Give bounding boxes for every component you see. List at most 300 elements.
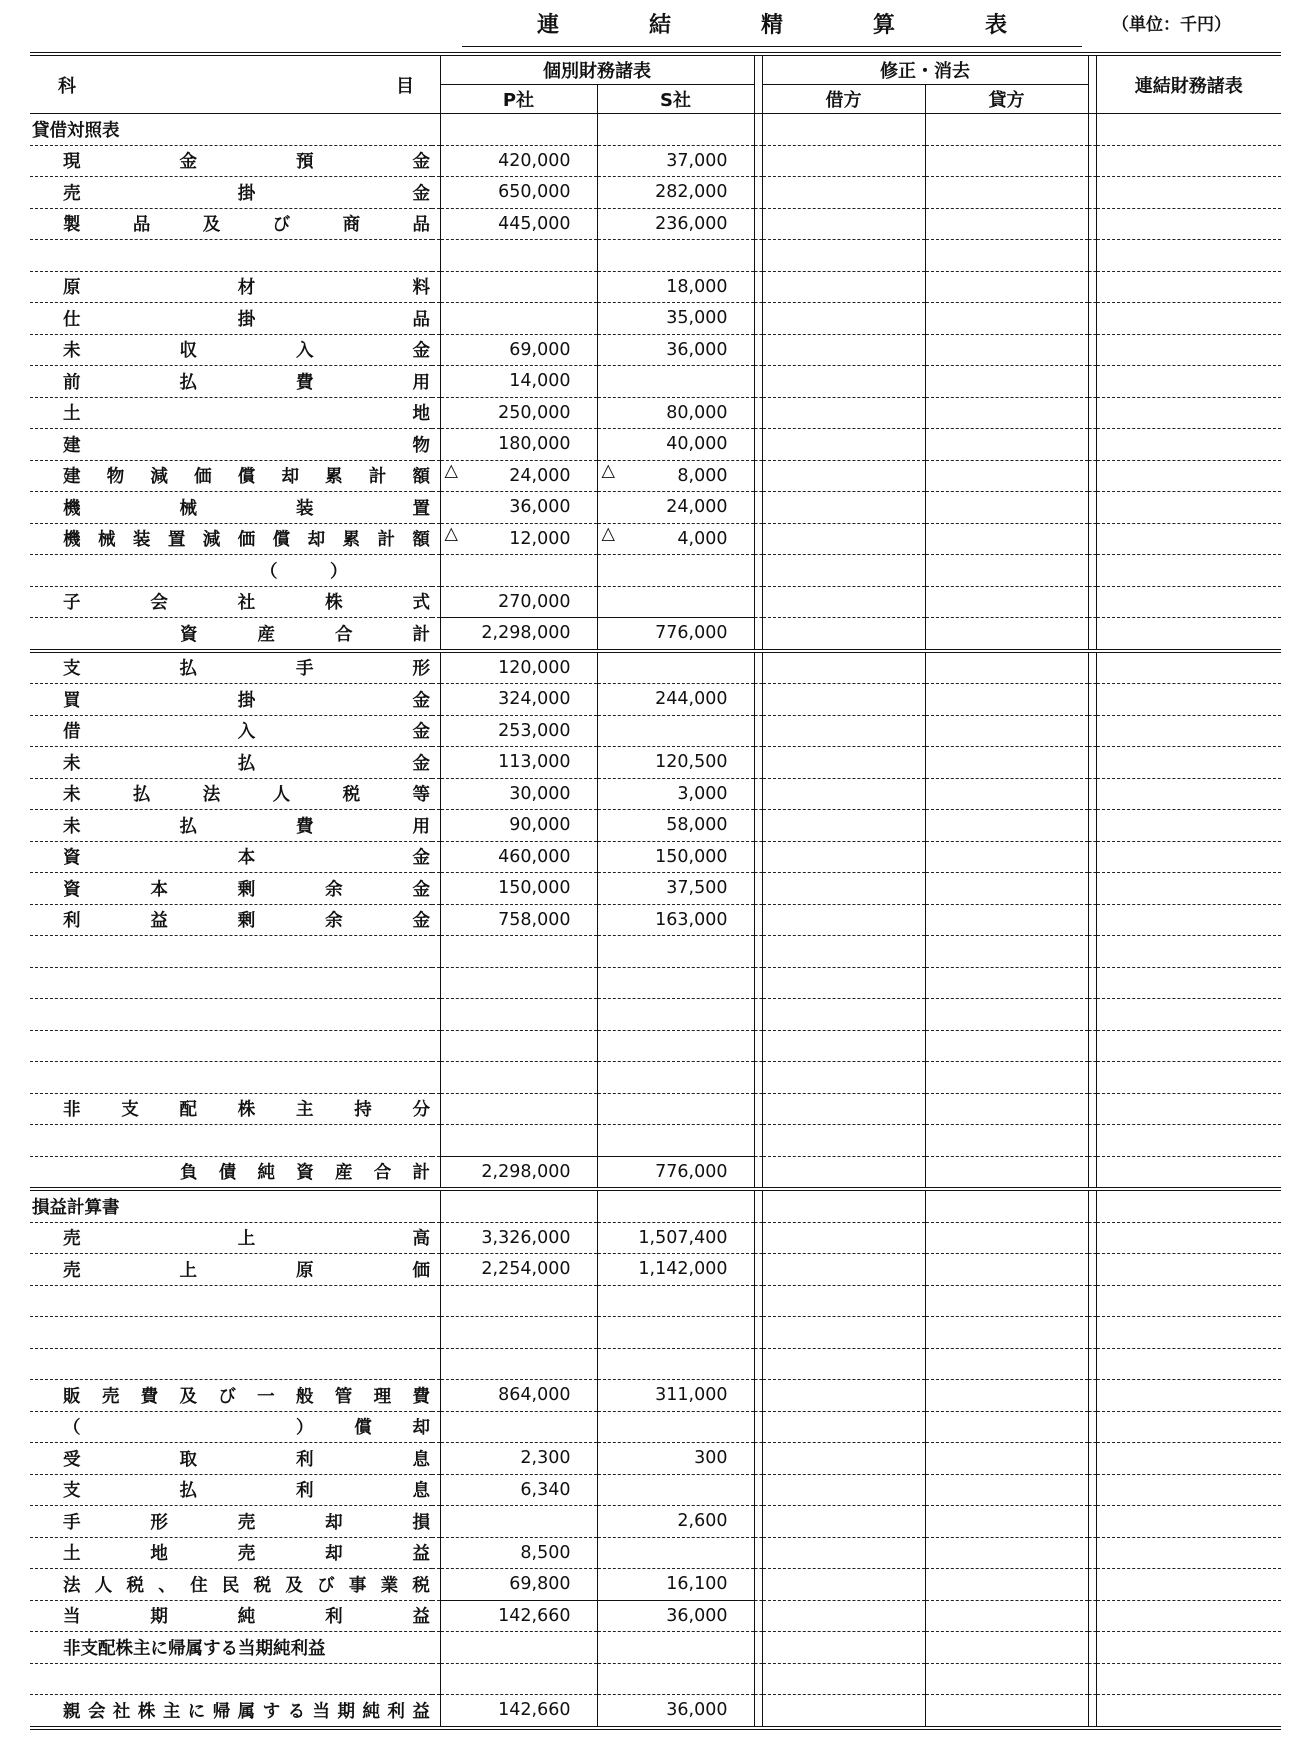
amount: 460,000	[498, 846, 571, 867]
credit-cell[interactable]	[925, 618, 1088, 651]
debit-cell[interactable]	[762, 747, 925, 779]
account-label: 親 会 社 株 主 に 帰 属 す る 当 期 純 利 益	[63, 1701, 430, 1722]
consolidated-cell[interactable]	[1096, 1285, 1281, 1317]
debit-cell[interactable]	[762, 1285, 925, 1317]
credit-cell[interactable]	[925, 429, 1088, 461]
account-label: 資 本 金	[63, 848, 430, 869]
account-cell	[30, 1285, 432, 1317]
consolidated-cell[interactable]	[1096, 303, 1281, 335]
amount: 650,000	[498, 182, 571, 203]
p-company-value	[440, 492, 597, 524]
consolidated-cell[interactable]	[1096, 1380, 1281, 1412]
account-label: 資 産 合 計	[180, 624, 430, 645]
debit-cell[interactable]	[762, 397, 925, 429]
account-cell	[30, 747, 432, 779]
account-cell	[30, 586, 432, 618]
consolidated-cell[interactable]	[1096, 145, 1281, 177]
debit-cell[interactable]	[762, 715, 925, 747]
debit-cell[interactable]	[762, 841, 925, 873]
table-row	[30, 271, 1281, 303]
amount: 36,000	[666, 1605, 728, 1626]
debit-cell[interactable]	[762, 936, 925, 968]
account-label: 法 人 税 、 住 民 税 及 び 事 業 税	[63, 1575, 430, 1596]
debit-cell[interactable]	[762, 1062, 925, 1094]
consolidated-cell[interactable]	[1096, 1317, 1281, 1349]
credit-cell[interactable]	[925, 1125, 1088, 1157]
credit-cell[interactable]	[925, 904, 1088, 936]
consolidated-cell[interactable]	[1096, 841, 1281, 873]
p-company-value	[440, 1411, 597, 1443]
s-company-value	[597, 1632, 754, 1664]
consolidated-cell[interactable]	[1096, 429, 1281, 461]
consolidated-cell[interactable]	[1096, 1125, 1281, 1157]
consolidated-cell[interactable]	[1096, 1062, 1281, 1094]
s-company-value	[597, 936, 754, 968]
s-company-value	[597, 555, 754, 587]
debit-header: 借方	[762, 85, 925, 114]
debit-cell[interactable]	[762, 145, 925, 177]
s-company-value	[597, 208, 754, 240]
debit-cell[interactable]	[762, 114, 925, 146]
p-company-value	[440, 1254, 597, 1286]
account-cell	[30, 1474, 432, 1506]
account-cell	[30, 1537, 432, 1569]
credit-cell[interactable]	[925, 684, 1088, 716]
table-row	[30, 429, 1281, 461]
amount: 24,000	[666, 497, 728, 518]
table-row	[30, 936, 1281, 968]
debit-cell[interactable]	[762, 904, 925, 936]
debit-cell[interactable]	[762, 810, 925, 842]
credit-cell[interactable]	[925, 1695, 1088, 1728]
negative-mark: △	[601, 460, 615, 481]
debit-cell[interactable]	[762, 1348, 925, 1380]
table-row	[30, 841, 1281, 873]
amount: 758,000	[498, 909, 571, 930]
table-row	[30, 1411, 1281, 1443]
amount: 150,000	[498, 878, 571, 899]
debit-cell[interactable]	[762, 460, 925, 492]
p-company-value	[440, 1380, 597, 1412]
credit-cell[interactable]	[925, 967, 1088, 999]
debit-cell[interactable]	[762, 240, 925, 272]
s-company-value	[597, 429, 754, 461]
consolidated-cell[interactable]	[1096, 555, 1281, 587]
debit-cell[interactable]	[762, 1093, 925, 1125]
credit-cell[interactable]	[925, 651, 1088, 684]
credit-cell[interactable]	[925, 841, 1088, 873]
debit-cell[interactable]	[762, 303, 925, 335]
consolidated-cell[interactable]	[1096, 523, 1281, 555]
table-row	[30, 715, 1281, 747]
amount: 142,660	[498, 1700, 571, 1721]
debit-cell[interactable]	[762, 1411, 925, 1443]
consolidated-cell[interactable]	[1096, 1569, 1281, 1601]
account-label: 土 地	[63, 404, 430, 425]
account-cell	[30, 208, 432, 240]
debit-cell[interactable]	[762, 1474, 925, 1506]
debit-cell[interactable]	[762, 1030, 925, 1062]
s-company-value	[597, 684, 754, 716]
table-row	[30, 684, 1281, 716]
credit-cell[interactable]	[925, 303, 1088, 335]
table-row	[30, 1569, 1281, 1601]
consolidated-cell[interactable]	[1096, 651, 1281, 684]
debit-cell[interactable]	[762, 1506, 925, 1538]
consolidated-cell[interactable]	[1096, 618, 1281, 651]
credit-cell[interactable]	[925, 747, 1088, 779]
consolidated-cell[interactable]	[1096, 240, 1281, 272]
credit-cell[interactable]	[925, 334, 1088, 366]
account-cell: 損益計算書	[30, 1189, 432, 1222]
consolidated-cell[interactable]	[1096, 873, 1281, 905]
consolidated-cell[interactable]	[1096, 936, 1281, 968]
p-company-value	[440, 810, 597, 842]
debit-cell[interactable]	[762, 1632, 925, 1664]
table-row	[30, 460, 1281, 492]
account-cell	[30, 873, 432, 905]
s-company-value	[597, 145, 754, 177]
debit-cell[interactable]	[762, 1254, 925, 1286]
debit-cell[interactable]	[762, 651, 925, 684]
consolidated-cell[interactable]	[1096, 586, 1281, 618]
p-company-value	[440, 936, 597, 968]
s-company-value	[597, 651, 754, 684]
account-cell	[30, 967, 432, 999]
p-company-value	[440, 1285, 597, 1317]
credit-cell[interactable]	[925, 1222, 1088, 1254]
debit-cell[interactable]	[762, 618, 925, 651]
debit-cell[interactable]	[762, 1189, 925, 1222]
amount: 36,000	[666, 1700, 728, 1721]
p-company-value	[440, 334, 597, 366]
consolidated-cell[interactable]	[1096, 1537, 1281, 1569]
account-cell	[30, 810, 432, 842]
consolidated-cell[interactable]	[1096, 778, 1281, 810]
table-row	[30, 1474, 1281, 1506]
account-cell	[30, 334, 432, 366]
consolidated-cell[interactable]	[1096, 1348, 1281, 1380]
debit-cell[interactable]	[762, 555, 925, 587]
amount: 37,000	[666, 150, 728, 171]
debit-cell[interactable]	[762, 492, 925, 524]
credit-cell[interactable]	[925, 523, 1088, 555]
debit-cell[interactable]	[762, 586, 925, 618]
account-cell	[30, 1254, 432, 1286]
consolidated-cell[interactable]	[1096, 334, 1281, 366]
p-company-value	[440, 651, 597, 684]
credit-cell[interactable]	[925, 1443, 1088, 1475]
account-cell	[30, 1411, 432, 1443]
account-cell	[30, 936, 432, 968]
consolidated-cell[interactable]	[1096, 177, 1281, 209]
credit-cell[interactable]	[925, 555, 1088, 587]
account-label: 現 金 預 金	[63, 152, 430, 173]
debit-cell[interactable]	[762, 1537, 925, 1569]
credit-cell[interactable]	[925, 208, 1088, 240]
consolidated-cell[interactable]	[1096, 1474, 1281, 1506]
consolidated-cell[interactable]	[1096, 492, 1281, 524]
debit-cell[interactable]	[762, 1443, 925, 1475]
consolidated-cell[interactable]	[1096, 1443, 1281, 1475]
account-header-text: 科 目	[58, 75, 414, 97]
debit-cell[interactable]	[762, 334, 925, 366]
consolidated-cell[interactable]	[1096, 1411, 1281, 1443]
negative-mark: △	[444, 523, 458, 544]
s-company-value	[597, 303, 754, 335]
table-row	[30, 1222, 1281, 1254]
credit-cell[interactable]	[925, 366, 1088, 398]
table-row	[30, 747, 1281, 779]
debit-cell[interactable]	[762, 778, 925, 810]
p-company-value	[440, 1317, 597, 1349]
table-row	[30, 1317, 1281, 1349]
debit-cell[interactable]	[762, 523, 925, 555]
account-label: 買 掛 金	[63, 690, 430, 711]
credit-cell[interactable]	[925, 145, 1088, 177]
p-company-value	[440, 177, 597, 209]
account-cell	[30, 1062, 432, 1094]
table-row	[30, 1254, 1281, 1286]
table-row	[30, 555, 1281, 587]
credit-cell[interactable]	[925, 715, 1088, 747]
account-label: 手 形 売 却 損	[63, 1512, 430, 1533]
account-cell	[30, 1569, 432, 1601]
credit-cell[interactable]	[925, 397, 1088, 429]
account-label: 未 収 入 金	[63, 341, 430, 362]
debit-cell[interactable]	[762, 1663, 925, 1695]
debit-cell[interactable]	[762, 1600, 925, 1632]
p-company-value	[440, 271, 597, 303]
s-company-value	[597, 1093, 754, 1125]
consolidated-cell[interactable]	[1096, 1030, 1281, 1062]
amount: 420,000	[498, 150, 571, 171]
debit-cell[interactable]	[762, 873, 925, 905]
credit-cell[interactable]	[925, 1537, 1088, 1569]
account-cell: 貸借対照表	[30, 114, 432, 146]
p-company-value	[440, 1062, 597, 1094]
amount: 253,000	[498, 720, 571, 741]
s-company-value	[597, 1030, 754, 1062]
credit-cell[interactable]	[925, 177, 1088, 209]
consolidated-cell[interactable]	[1096, 810, 1281, 842]
account-cell	[30, 492, 432, 524]
s-company-value	[597, 1663, 754, 1695]
credit-cell[interactable]	[925, 778, 1088, 810]
amount: 776,000	[655, 1161, 728, 1182]
consolidated-cell[interactable]	[1096, 1506, 1281, 1538]
p-company-value	[440, 1600, 597, 1632]
s-company-value	[597, 586, 754, 618]
account-label: 未 払 金	[63, 753, 430, 774]
credit-cell[interactable]	[925, 586, 1088, 618]
credit-cell[interactable]	[925, 1156, 1088, 1189]
debit-cell[interactable]	[762, 429, 925, 461]
consolidated-cell[interactable]	[1096, 684, 1281, 716]
credit-cell[interactable]	[925, 240, 1088, 272]
consolidated-cell[interactable]	[1096, 460, 1281, 492]
amount: 8,500	[520, 1542, 571, 1563]
account-label: 売 上 原 価	[63, 1260, 430, 1281]
s-company-value	[597, 240, 754, 272]
consolidated-cell[interactable]	[1096, 397, 1281, 429]
amount: 2,600	[677, 1511, 728, 1532]
debit-cell[interactable]	[762, 366, 925, 398]
credit-cell[interactable]	[925, 1348, 1088, 1380]
debit-cell[interactable]	[762, 1317, 925, 1349]
credit-cell[interactable]	[925, 1285, 1088, 1317]
credit-cell[interactable]	[925, 810, 1088, 842]
account-cell	[30, 523, 432, 555]
consolidated-cell[interactable]	[1096, 1695, 1281, 1728]
debit-cell[interactable]	[762, 999, 925, 1031]
consolidated-cell[interactable]	[1096, 208, 1281, 240]
account-cell	[30, 715, 432, 747]
amount: 324,000	[498, 689, 571, 710]
account-cell	[30, 429, 432, 461]
p-company-value	[440, 967, 597, 999]
consolidated-cell[interactable]	[1096, 967, 1281, 999]
credit-cell[interactable]	[925, 1380, 1088, 1412]
debit-cell[interactable]	[762, 208, 925, 240]
credit-cell[interactable]	[925, 492, 1088, 524]
credit-cell[interactable]	[925, 1030, 1088, 1062]
debit-cell[interactable]	[762, 1380, 925, 1412]
consolidated-cell[interactable]	[1096, 114, 1281, 146]
s-company-value	[597, 492, 754, 524]
table-row	[30, 778, 1281, 810]
debit-cell[interactable]	[762, 1125, 925, 1157]
amount: 36,000	[666, 339, 728, 360]
amount: 311,000	[655, 1385, 728, 1406]
p-company-value	[440, 1093, 597, 1125]
p-company-value	[440, 1189, 597, 1222]
amount: 3,000	[677, 783, 728, 804]
credit-cell[interactable]	[925, 936, 1088, 968]
s-company-value	[597, 715, 754, 747]
table-row	[30, 1506, 1281, 1538]
p-company-value	[440, 114, 597, 146]
amount: 2,254,000	[481, 1259, 571, 1280]
s-company-value	[597, 1062, 754, 1094]
amount: 2,298,000	[481, 1161, 571, 1182]
debit-cell[interactable]	[762, 1222, 925, 1254]
credit-cell[interactable]	[925, 999, 1088, 1031]
credit-cell[interactable]	[925, 1317, 1088, 1349]
p-company-value	[440, 1348, 597, 1380]
p-company-value	[440, 1695, 597, 1728]
s-company-value	[597, 1569, 754, 1601]
consolidated-cell[interactable]	[1096, 1156, 1281, 1189]
credit-cell[interactable]	[925, 1411, 1088, 1443]
amount: 35,000	[666, 308, 728, 329]
credit-cell[interactable]	[925, 271, 1088, 303]
credit-cell[interactable]	[925, 1663, 1088, 1695]
amount: 1,507,400	[638, 1227, 728, 1248]
worksheet-body	[30, 114, 1281, 1728]
credit-cell[interactable]	[925, 114, 1088, 146]
consolidated-cell[interactable]	[1096, 747, 1281, 779]
account-cell: 非支配株主に帰属する当期純利益	[30, 1632, 432, 1664]
account-label: 売 上 高	[63, 1229, 430, 1250]
credit-cell[interactable]	[925, 460, 1088, 492]
debit-cell[interactable]	[762, 271, 925, 303]
credit-cell[interactable]	[925, 1062, 1088, 1094]
account-cell	[30, 618, 432, 651]
p-company-value	[440, 1506, 597, 1538]
account-cell	[30, 684, 432, 716]
consolidated-cell[interactable]	[1096, 366, 1281, 398]
credit-cell[interactable]	[925, 1474, 1088, 1506]
debit-cell[interactable]	[762, 1156, 925, 1189]
account-cell	[30, 1348, 432, 1380]
credit-cell[interactable]	[925, 873, 1088, 905]
consolidated-cell[interactable]	[1096, 1632, 1281, 1664]
debit-cell[interactable]	[762, 177, 925, 209]
credit-cell[interactable]	[925, 1254, 1088, 1286]
table-row	[30, 810, 1281, 842]
amount: 80,000	[666, 402, 728, 423]
credit-cell[interactable]	[925, 1600, 1088, 1632]
consolidation-worksheet	[30, 52, 1281, 1730]
debit-cell[interactable]	[762, 967, 925, 999]
consolidated-cell[interactable]	[1096, 271, 1281, 303]
p-company-value	[440, 1663, 597, 1695]
s-company-header: S社	[597, 85, 754, 114]
adjustment-header: 修正・消去	[762, 54, 1088, 85]
s-company-value	[597, 999, 754, 1031]
consolidated-cell[interactable]	[1096, 1600, 1281, 1632]
consolidated-cell[interactable]	[1096, 999, 1281, 1031]
account-cell	[30, 778, 432, 810]
s-company-value	[597, 397, 754, 429]
s-company-value	[597, 967, 754, 999]
consolidated-cell[interactable]	[1096, 1189, 1281, 1222]
amount: 244,000	[655, 689, 728, 710]
p-company-value	[440, 1156, 597, 1189]
consolidated-cell[interactable]	[1096, 715, 1281, 747]
amount: 2,300	[520, 1448, 571, 1469]
credit-cell[interactable]	[925, 1506, 1088, 1538]
p-company-value	[440, 1474, 597, 1506]
table-row	[30, 303, 1281, 335]
amount: 36,000	[509, 497, 571, 518]
s-company-value	[597, 1695, 754, 1728]
sheet-title	[462, 8, 1082, 47]
account-cell	[30, 904, 432, 936]
account-label: 未 払 法 人 税 等	[63, 785, 430, 806]
consolidated-cell[interactable]	[1096, 1093, 1281, 1125]
credit-cell[interactable]	[925, 1632, 1088, 1664]
account-cell	[30, 651, 432, 684]
consolidated-cell[interactable]	[1096, 1663, 1281, 1695]
debit-cell[interactable]	[762, 1695, 925, 1728]
debit-cell[interactable]	[762, 684, 925, 716]
s-company-value	[597, 747, 754, 779]
amount: 282,000	[655, 182, 728, 203]
credit-cell[interactable]	[925, 1189, 1088, 1222]
credit-cell[interactable]	[925, 1569, 1088, 1601]
consolidated-cell[interactable]	[1096, 1254, 1281, 1286]
s-company-value	[597, 1348, 754, 1380]
debit-cell[interactable]	[762, 1569, 925, 1601]
p-company-value	[440, 366, 597, 398]
consolidated-cell[interactable]	[1096, 1222, 1281, 1254]
credit-cell[interactable]	[925, 1093, 1088, 1125]
table-row	[30, 177, 1281, 209]
table-row	[30, 873, 1281, 905]
consolidated-cell[interactable]	[1096, 904, 1281, 936]
